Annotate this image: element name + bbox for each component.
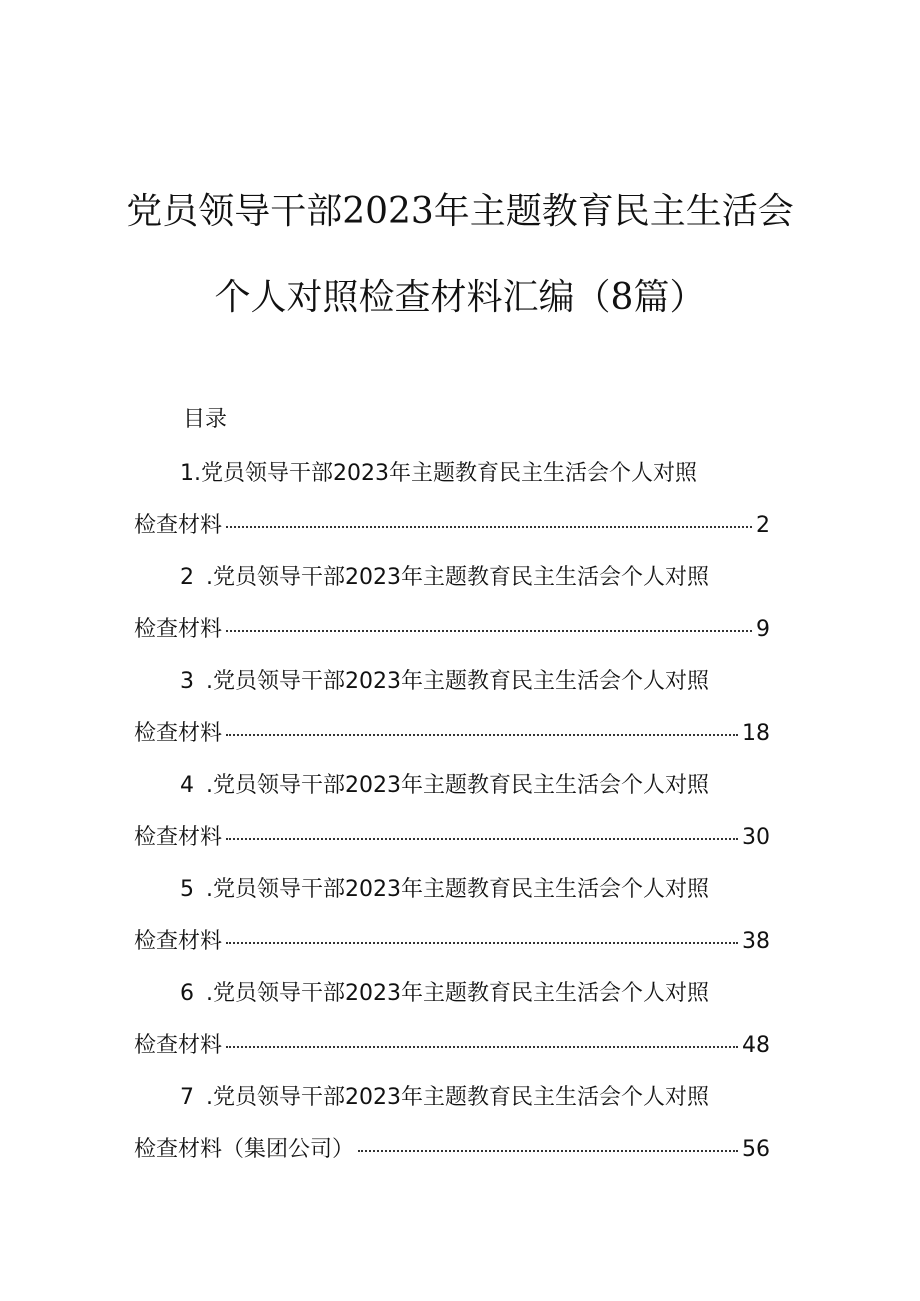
toc-entry-continuation-text: 检查材料 xyxy=(134,513,223,538)
toc-entry-continuation-text: 检查材料 xyxy=(134,929,223,954)
toc-leader-dots xyxy=(226,1046,738,1048)
toc-entry-number: 1 xyxy=(180,461,194,486)
toc-entry-title-text: .党员领导干部2023年主题教育民主生活会个人对照 xyxy=(206,1085,709,1110)
toc-entry-number: 4 xyxy=(180,773,194,798)
toc-entry-page: 18 xyxy=(742,721,770,746)
toc-entry-title xyxy=(180,874,709,906)
toc-entry-continuation-text: 检查材料（集团公司） xyxy=(134,1137,355,1162)
toc-entry-title-text: .党员领导干部2023年主题教育民主生活会个人对照 xyxy=(206,565,709,590)
toc-entry-continuation xyxy=(134,1030,770,1062)
toc-entry-title-text: .党员领导干部2023年主题教育民主生活会个人对照 xyxy=(194,461,697,486)
toc-entry-page: 56 xyxy=(742,1137,770,1162)
toc-entry-continuation-text: 检查材料 xyxy=(134,1033,223,1058)
toc-entry-continuation-text: 检查材料 xyxy=(134,721,223,746)
toc-entry-continuation xyxy=(134,822,770,854)
toc-entry-title-text: .党员领导干部2023年主题教育民主生活会个人对照 xyxy=(206,877,709,902)
document-title-line-2: 个人对照检查材料汇编（8篇） xyxy=(214,277,706,318)
toc-entry-number: 6 xyxy=(180,981,194,1006)
toc-entry-page: 38 xyxy=(742,929,770,954)
toc-leader-dots xyxy=(358,1150,738,1152)
toc-entry-title xyxy=(180,458,697,490)
toc-entry-title xyxy=(180,562,709,594)
toc-entry-page: 2 xyxy=(756,513,770,538)
toc-entry-title-text: .党员领导干部2023年主题教育民主生活会个人对照 xyxy=(206,669,709,694)
toc-leader-dots xyxy=(226,942,738,944)
toc-entry-title-text: .党员领导干部2023年主题教育民主生活会个人对照 xyxy=(206,981,709,1006)
toc-entry-continuation xyxy=(134,926,770,958)
toc-leader-dots xyxy=(226,838,738,840)
toc-entry-page: 9 xyxy=(756,617,770,642)
document-title-line-1: 党员领导干部2023年主题教育民主生活会 xyxy=(126,191,794,232)
toc-entry-number: 3 xyxy=(180,669,194,694)
toc-entry-continuation xyxy=(134,1134,770,1166)
toc-entry-title xyxy=(180,1082,709,1114)
toc-entry-continuation xyxy=(134,718,770,750)
toc-entry-number: 2 xyxy=(180,565,194,590)
toc-entry-continuation-text: 检查材料 xyxy=(134,825,223,850)
toc-heading: 目录 xyxy=(183,407,228,432)
toc-leader-dots xyxy=(226,630,752,632)
toc-entry-page: 30 xyxy=(742,825,770,850)
toc-entry-continuation-text: 检查材料 xyxy=(134,617,223,642)
toc-entry-number: 7 xyxy=(180,1085,194,1110)
toc-entry-continuation xyxy=(134,614,770,646)
toc-entry-title xyxy=(180,770,709,802)
toc-leader-dots xyxy=(226,734,738,736)
toc-entry-title xyxy=(180,666,709,698)
toc-entry-page: 48 xyxy=(742,1033,770,1058)
toc-entry-title xyxy=(180,978,709,1010)
toc-entry-continuation xyxy=(134,510,770,542)
toc-entry-title-text: .党员领导干部2023年主题教育民主生活会个人对照 xyxy=(206,773,709,798)
toc-entry-number: 5 xyxy=(180,877,194,902)
toc-leader-dots xyxy=(226,526,752,528)
